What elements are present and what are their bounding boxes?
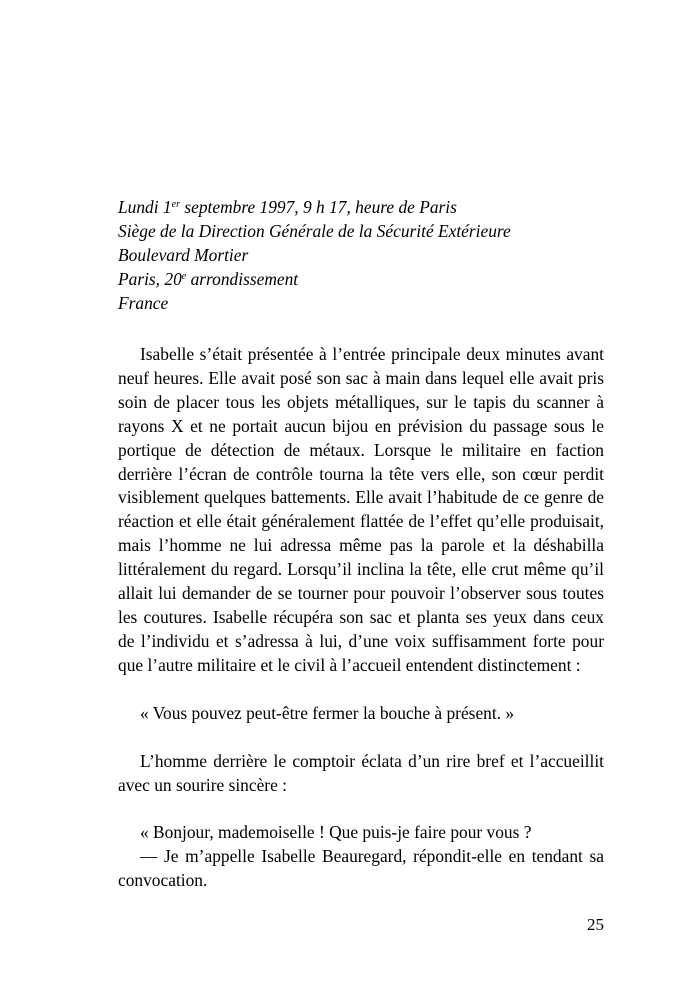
paragraph: L’homme derrière le comptoir éclata d’un rire bref et l’accueillit avec un sourire sincère : [118, 750, 604, 795]
ordinal-superscript: er [171, 199, 180, 210]
page-number: 25 [587, 915, 604, 934]
paragraph: Isabelle s’était présentée à l’entrée principale deux minutes avant neuf heures. Elle avait posé son sac à main dans lequel elle avait pris soin de placer tous les objets métalliques, sur le tapis du scanner à rayons X et ne portait aucun bijou en prévision du passage sous le portique de détection de métaux. Lorsque le militaire en faction derrière l’écran de contrôle tourna la tête vers elle, son cœur perdit visiblement quelques battements. Elle avait l’habitude de ce genre de réaction et elle était généralement flattée de l’effet qu’elle produisait, mais l’homme ne lui adressa même pas la parole et la déshabilla littéralement du regard. Lorsqu’il inclina la tête, elle crut même qu’il allait lui demander de se tourner pour pouvoir l’observer sous toutes les coutures. Isabelle récupéra son sac et planta ses yeux dans ceux de l’individu et s’adressa à lui, d’une voix suffisamment forte pour que l’autre militaire et le civil à l’accueil entendent distinctement : [118, 344, 604, 675]
heading-date-line: Lundi 1er septembre 1997, 9 h 17, heure de Paris [118, 197, 457, 217]
heading-city-line: Paris, 20e arrondissement [118, 268, 299, 289]
dialogue-line: « Vous pouvez peut-être fermer la bouche à présent. » [140, 702, 515, 723]
dialogue-line: « Bonjour, mademoiselle ! Que puis-je faire pour vous ? [140, 822, 532, 843]
paragraph-spacer [118, 678, 604, 702]
dialogue-line: — Je m’appelle Isabelle Beauregard, répondit-elle en tendant sa convocation. [118, 846, 604, 891]
heading-street-line: Boulevard Mortier [118, 244, 249, 265]
ordinal-superscript: e [181, 270, 187, 282]
body-text [118, 343, 604, 893]
heading-country-line: France [118, 292, 169, 313]
chapter-heading [118, 196, 604, 316]
heading-location-line: Siège de la Direction Générale de la Sécurité Extérieure [118, 220, 511, 241]
paragraph-spacer [118, 726, 604, 750]
paragraph-spacer [118, 797, 604, 821]
